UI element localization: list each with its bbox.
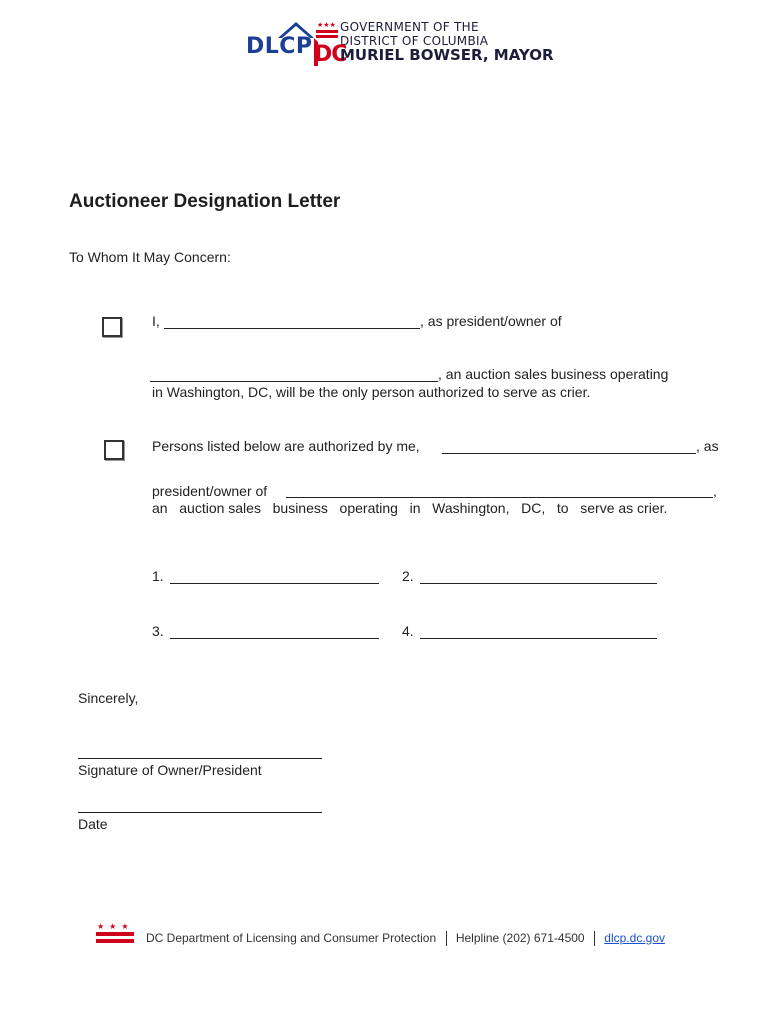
footer-divider [594,931,595,946]
footer [146,931,665,946]
date-label: Date [78,816,108,832]
person-1-field[interactable] [170,583,379,584]
date-field[interactable] [78,812,322,813]
option1-prefix: I, [152,313,160,329]
person-2-field[interactable] [420,583,657,584]
option1-after-name: , as president/owner of [420,313,562,329]
option2-business-prefix: president/owner of [152,483,268,499]
person-3-field[interactable] [170,638,379,639]
greeting: To Whom It May Concern: [69,249,231,265]
option1-name-field[interactable] [164,328,420,329]
option2-after-name: , as [696,438,719,454]
svg-text:★★★: ★★★ [317,21,336,29]
person-2-number: 2. [402,568,414,584]
footer-department: DC Department of Licensing and Consumer Protection [146,931,437,945]
footer-dc-flag-icon [96,922,134,944]
person-1-number: 1. [152,568,164,584]
dlcp-logo-text: DLCP [246,34,313,59]
option1-after-business: , an auction sales business operating [438,366,669,382]
person-4-field[interactable] [420,638,657,639]
option2-business-field[interactable] [286,497,713,498]
option1-checkbox[interactable] [102,317,122,337]
closing: Sincerely, [78,690,139,706]
person-4-number: 4. [402,623,414,639]
option2-line3: an auction sales business operating in Washington, DC, to serve as crier. [152,500,668,516]
option2-business-suffix: , [713,483,717,499]
option1-business-field[interactable] [150,381,438,382]
mayor-name: MURIEL BOWSER, MAYOR [340,46,554,64]
signature-label: Signature of Owner/President [78,762,262,778]
footer-divider [446,931,447,946]
option1-line2: in Washington, DC, will be the only person authorized to serve as crier. [152,384,591,400]
dc-logo-mark: DC [314,42,347,67]
government-line-2: DISTRICT OF COLUMBIA [340,34,489,48]
option2-checkbox[interactable] [104,440,124,460]
footer-helpline: Helpline (202) 671-4500 [455,931,585,945]
page-title: Auctioneer Designation Letter [69,191,341,212]
footer-website-link[interactable]: dlcp.dc.gov [604,931,665,945]
svg-text:★★★: ★★★ [97,922,134,931]
signature-field[interactable] [78,758,322,759]
option2-prefix: Persons listed below are authorized by me, [152,438,420,454]
person-3-number: 3. [152,623,164,639]
option2-name-field[interactable] [442,453,696,454]
government-line-1: GOVERNMENT OF THE [340,20,479,34]
